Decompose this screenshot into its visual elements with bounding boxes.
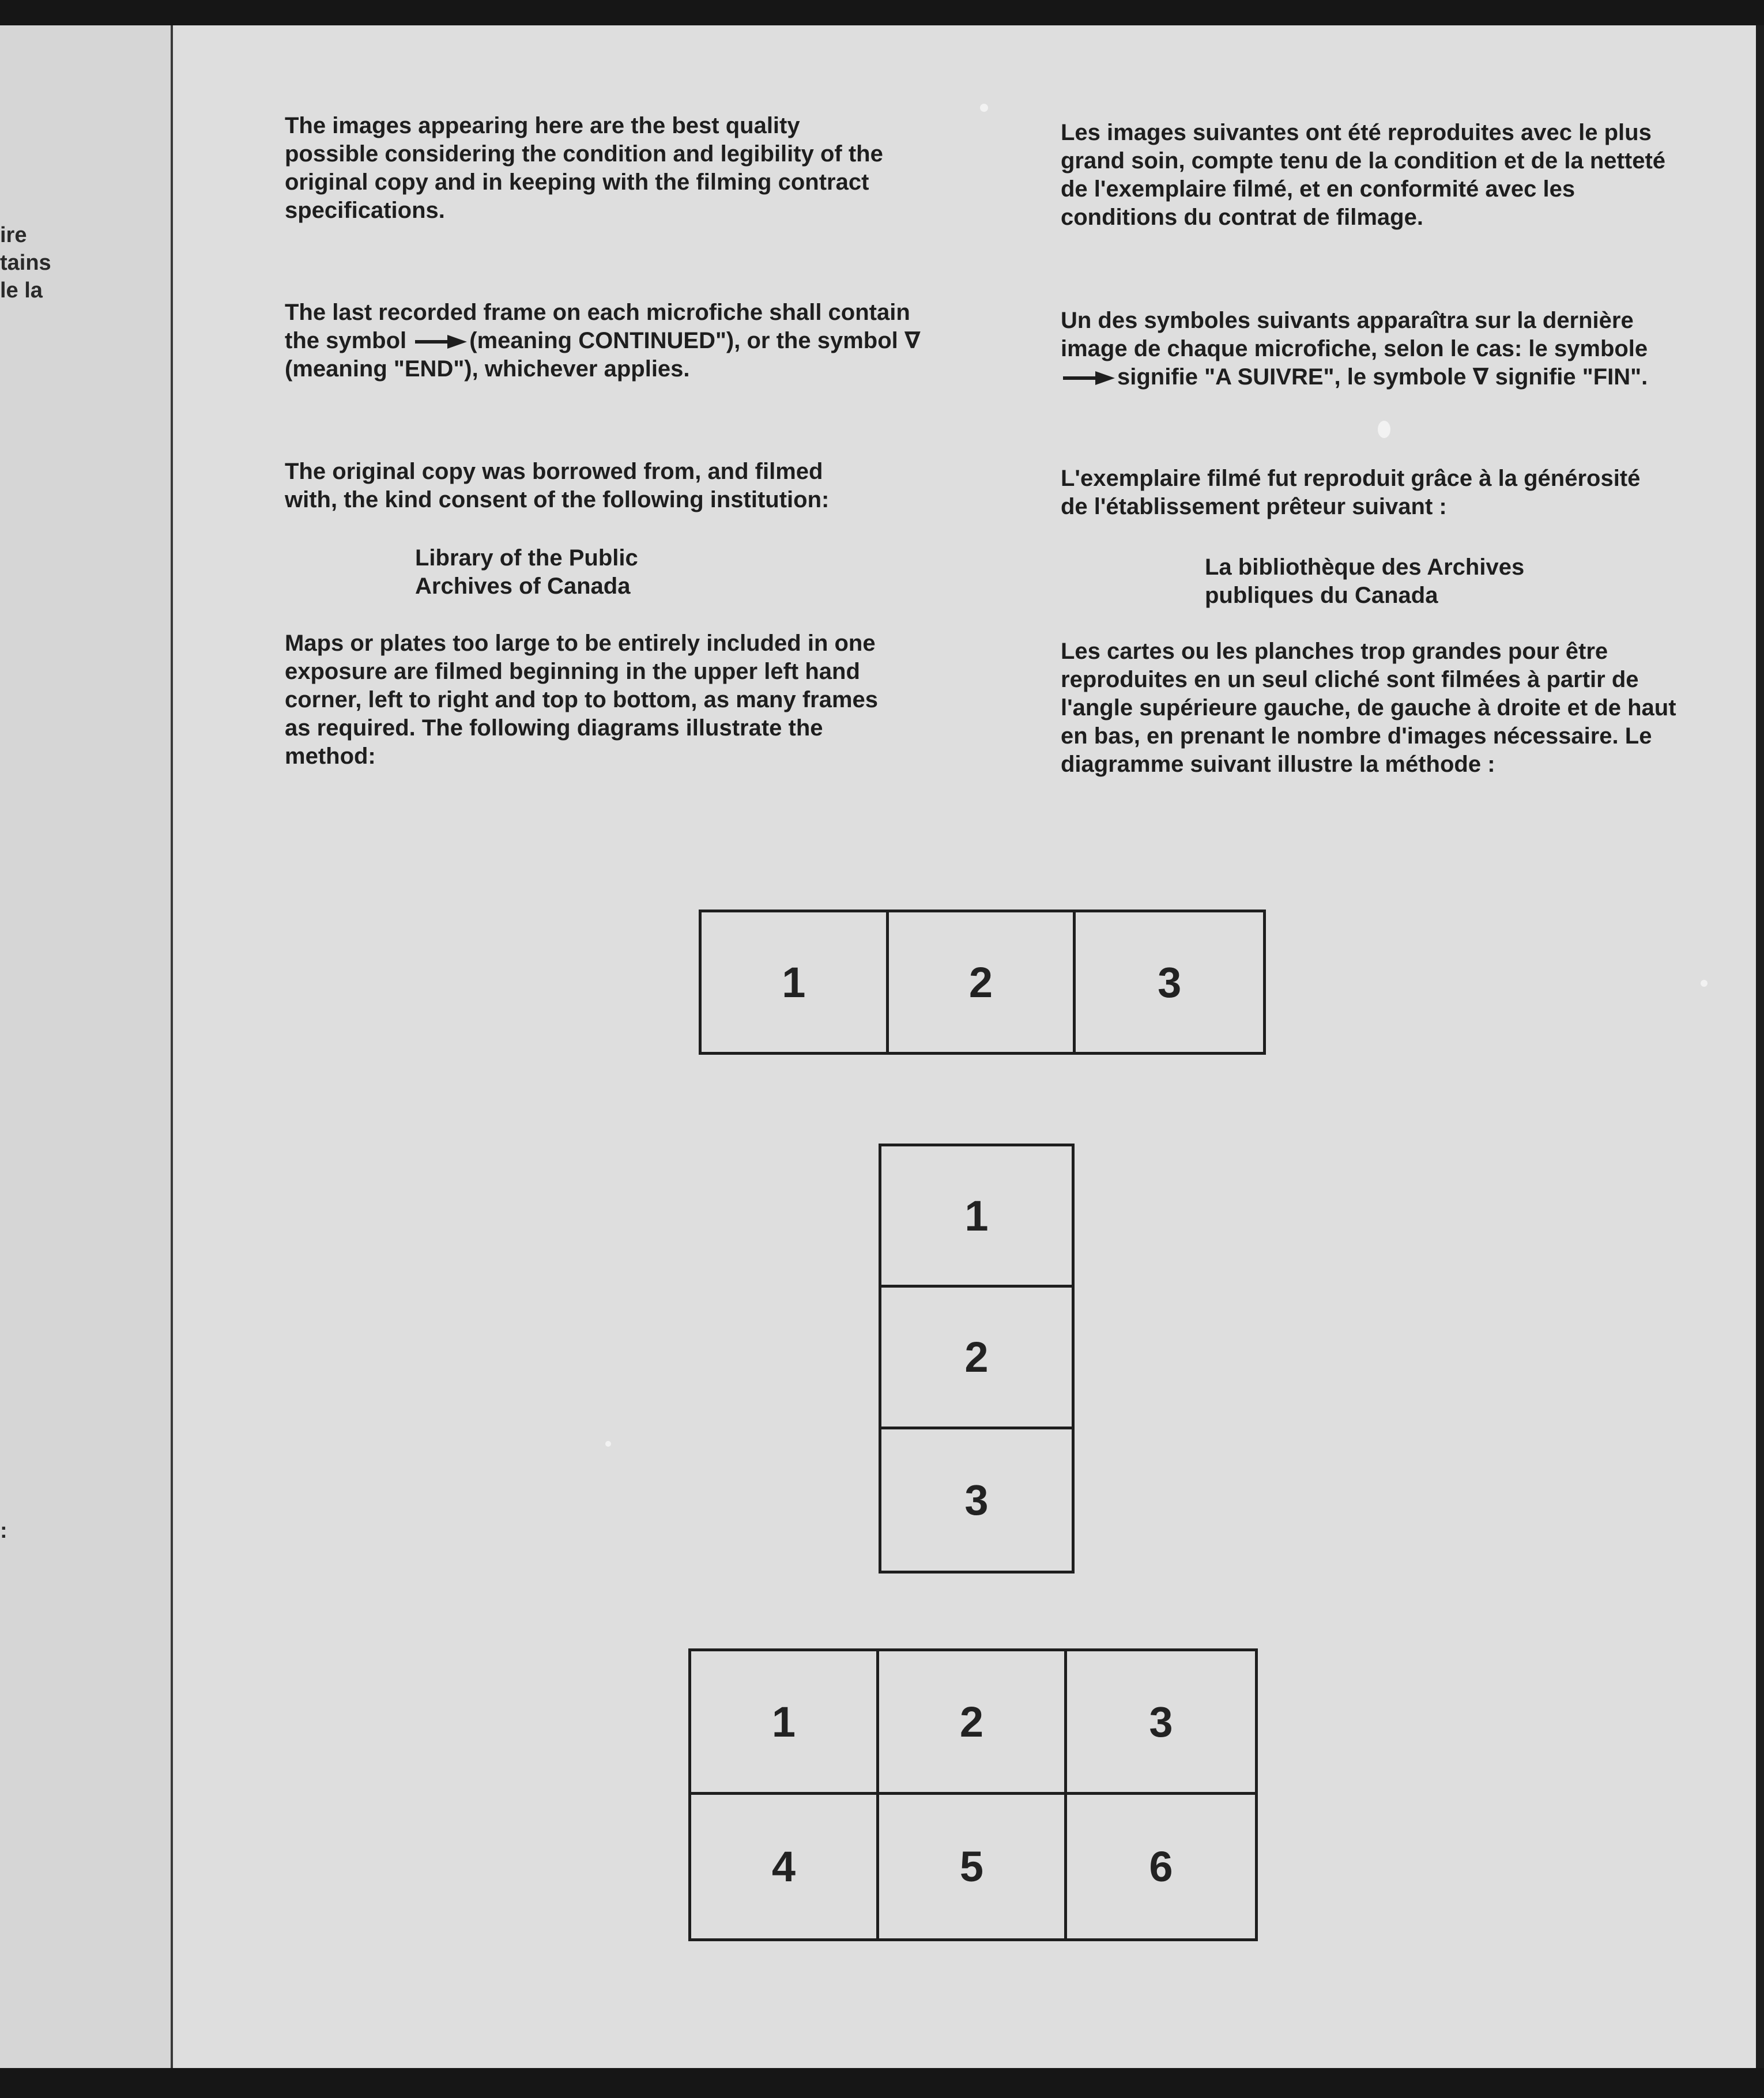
frame-cell: 2 [881,1288,1072,1429]
frame-cell: 1 [881,1146,1072,1288]
diagram-three-frame-column [879,1144,1075,1573]
diagram-three-frame-row [699,910,1266,1055]
frame-cell: 2 [889,912,1076,1052]
frame-cell: 6 [1149,1843,1173,1891]
symbols-statement-fr [1061,307,1701,391]
symbols-text-b: (meaning CONTINUED"), or the symbol [469,328,898,353]
symbols-text-c: (meaning "END"), whichever applies. [285,356,690,382]
continued-arrow-icon [1063,371,1115,386]
institution-line: La bibliothèque des Archives [1205,554,1525,580]
frame-cell: 3 [1158,958,1182,1006]
maps-statement-en: Maps or plates too large to be entirely included in one exposure are filmed beginning in the upper left hand corner, left to right and top to bottom, as many frames as required. The following diagrams illustrate the method: [285,631,879,769]
frame-cell: 1 [702,912,889,1052]
diagram-six-frame-grid [688,1648,1258,1941]
symbols-statement-en [285,299,925,383]
continued-arrow-icon [415,334,467,349]
film-speck [1701,980,1708,987]
institution-name-fr [1205,553,1524,610]
institution-line: Library of the Public [415,545,638,571]
frame-cell: 3 [1067,1651,1255,1795]
film-frame-right-edge [1756,25,1764,2068]
symbols-text-a: The last recorded frame on each microfiche shall contain the symbol [285,300,910,353]
quality-statement-fr: Les images suivantes ont été reproduites avec le plus grand soin, compte tenu de la condition et de la netteté de l'exemplaire filmé, et en conformité avec les conditions du contrat de filmage. [1061,120,1666,230]
margin-fragment: ire [0,223,27,247]
quality-statement-en: The images appearing here are the best quality possible considering the condition and legibility of the original copy and in keeping with the filming contract specifications. [285,113,883,223]
film-speck [980,104,988,112]
margin-fragment: tains [0,251,51,275]
frame-cell: 3 [964,1476,989,1524]
symbols-text-b: signifie "A SUIVRE", le symbole [1117,364,1467,390]
original-copy-statement-fr: L'exemplaire filmé fut reproduit grâce à la générosité de l'établissement prêteur suivant : [1061,466,1641,519]
institution-line: Archives of Canada [415,573,631,599]
margin-fragment: : [0,1519,7,1543]
film-frame-top-border [0,0,1764,25]
institution-name-en [415,544,638,601]
symbols-text-c: signifie "FIN". [1495,364,1648,390]
symbols-text-a: Un des symboles suivants apparaîtra sur la dernière image de chaque microfiche, selon le cas: le symbole [1061,308,1648,361]
institution-line: publiques du Canada [1205,583,1438,608]
film-speck [605,1441,611,1447]
film-frame-bottom-border [0,2068,1764,2098]
film-speck [1378,421,1390,438]
original-copy-statement-en: The original copy was borrowed from, and filmed with, the kind consent of the following institution: [285,459,830,512]
frame-cell: 1 [691,1651,879,1795]
maps-statement-fr: Les cartes ou les planches trop grandes pour être reproduites en un seul cliché sont filmées à partir de l'angle supérieure gauche, de gauche à droite et de haut en bas, en prenant le nombre d'images nécessaire. Le diagramme suivant illustre la méthode : [1061,639,1676,777]
frame-cell: 2 [879,1651,1067,1795]
end-triangle-icon: ∇ [904,328,921,353]
frame-cell: 4 [691,1795,879,1938]
frame-cell: 5 [879,1795,1067,1938]
end-triangle-icon: ∇ [1472,364,1489,390]
margin-fragment: le la [0,278,43,303]
previous-page-strip [0,25,171,2068]
